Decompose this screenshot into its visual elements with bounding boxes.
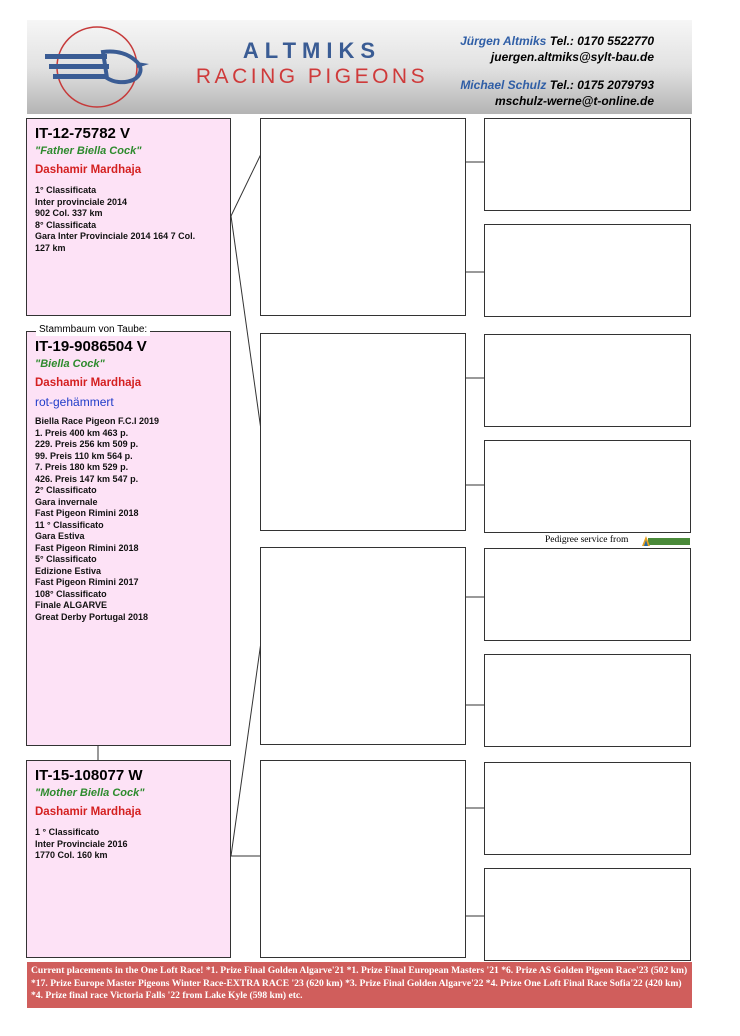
subject-results (35, 416, 222, 623)
mother-pigeon-card[interactable] (26, 760, 231, 958)
result-line: 1 ° Classificato (35, 827, 100, 837)
grandparent-box-2[interactable] (260, 333, 466, 531)
grandparent-box-4[interactable] (260, 760, 466, 958)
father-name: "Father Biella Cock" (35, 145, 142, 157)
result-line: 1770 Col. 160 km (35, 850, 108, 860)
great-grandparent-box-3[interactable] (484, 334, 691, 427)
contact-1-email[interactable]: juergen.altmiks@sylt-bau.de (490, 50, 654, 64)
result-line: Great Derby Portugal 2018 (35, 611, 149, 622)
result-line: 99. Preis 110 km 564 p. (35, 450, 133, 461)
great-grandparent-box-2[interactable] (484, 224, 691, 317)
result-line: 1. Preis 400 km 463 p. (35, 427, 129, 438)
result-line: Biella Race Pigeon F.C.I 2019 (35, 416, 160, 426)
result-line: 5° Classificato (35, 554, 97, 564)
result-line: 902 Col. 337 km (35, 208, 103, 218)
father-results (35, 185, 222, 254)
result-line: 11 ° Classificato (35, 519, 104, 530)
result-line: 2° Classificato (35, 485, 97, 495)
result-line: Gara Estiva (35, 531, 85, 541)
great-grandparent-box-6[interactable] (484, 654, 691, 747)
father-ring-number: IT-12-75782 V (35, 125, 131, 142)
result-line: Fast Pigeon Rimini 2018 (35, 508, 139, 518)
result-line: Inter provinciale 2014 (35, 196, 128, 207)
great-grandparent-box-8[interactable] (484, 868, 691, 961)
brand-bottom-text: RACING PIGEONS (195, 65, 429, 88)
result-line: Fast Pigeon Rimini 2018 (35, 542, 139, 553)
result-line: Gara Inter Provinciale 2014 164 7 Col. (35, 231, 196, 241)
subject-breeder: Dashamir Mardhaja (35, 377, 142, 389)
mother-ring-number: IT-15-108077 W (35, 767, 143, 784)
contact-1-phone: Tel.: 0170 5522770 (549, 34, 654, 48)
subject-color: rot-gehämmert (35, 395, 114, 409)
result-line: 1° Classificata (35, 185, 97, 195)
result-line: 229. Preis 256 km 509 p. (35, 439, 139, 449)
footer-placements-banner: Current placements in the One Loft Race! *1. Prize Final Golden Algarve'21 *1. Prize Final European Masters '21 *6. Prize AS Golden Pigeon Race'23 (502 km) *17. Prize Europe Master Pigeons Winter Race-EXTRA RACE '23 (620 km) *3. Prize Final Golden Algarve'22 *4. Prize One Loft Final Race Sofia'22 (420 km) *4. Prize final race Victoria Falls '22 from Lake Kyle (598 km) etc. (27, 962, 692, 1008)
mother-breeder: Dashamir Mardhaja (35, 806, 142, 818)
contact-2-name: Michael Schulz (460, 78, 547, 92)
result-line: 7. Preis 180 km 529 p. (35, 462, 129, 472)
subject-name: "Biella Cock" (35, 358, 105, 370)
result-line: 108° Classificato (35, 588, 107, 599)
father-pigeon-card[interactable] (26, 118, 231, 316)
result-line: 127 km (35, 242, 66, 253)
grandparent-box-3[interactable] (260, 547, 466, 745)
contact-1-name: Jürgen Altmiks (460, 34, 547, 48)
pedigree-service-text: Pedigree service from (545, 535, 629, 545)
great-grandparent-box-4[interactable] (484, 440, 691, 533)
mother-results (35, 827, 222, 862)
result-line: Edizione Estiva (35, 565, 102, 576)
mother-name: "Mother Biella Cock" (35, 787, 145, 799)
result-line: Inter Provinciale 2016 (35, 838, 128, 849)
great-grandparent-box-7[interactable] (484, 762, 691, 855)
result-line: Finale ALGARVE (35, 600, 108, 610)
result-line: Gara invernale (35, 496, 98, 507)
contact-2-email[interactable]: mschulz-werne@t-online.de (494, 94, 654, 108)
subject-ring-number: IT-19-9086504 V (35, 338, 147, 355)
subject-pigeon-card[interactable] (26, 331, 231, 746)
grandparent-box-1[interactable] (260, 118, 466, 316)
result-line: Fast Pigeon Rimini 2017 (35, 577, 139, 587)
brand-top-text: ALTMIKS (242, 38, 382, 63)
pedigree-service-logo-icon[interactable] (640, 535, 690, 547)
great-grandparent-box-1[interactable] (484, 118, 691, 211)
result-line: 8° Classificata (35, 219, 97, 230)
result-line: 426. Preis 147 km 547 p. (35, 473, 139, 484)
great-grandparent-box-5[interactable] (484, 548, 691, 641)
father-breeder: Dashamir Mardhaja (35, 164, 142, 176)
stammbaum-label: Stammbaum von Taube: (36, 323, 150, 336)
contact-2-phone: Tel.: 0175 2079793 (549, 78, 654, 92)
